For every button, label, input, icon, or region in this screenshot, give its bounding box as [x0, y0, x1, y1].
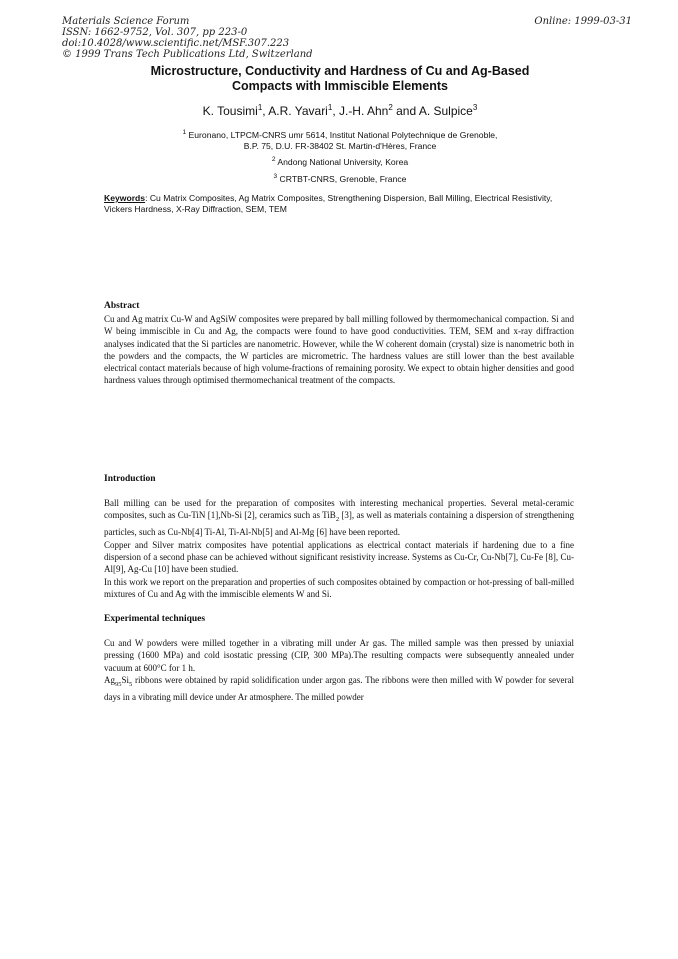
author-name: , J.-H. Ahn: [332, 104, 389, 118]
affiliation-1: [80, 127, 600, 152]
title-line-1: Microstructure, Conductivity and Hardness of Cu and Ag-Based: [150, 64, 530, 78]
title-line-2: Compacts with Immiscible Elements: [231, 79, 449, 93]
intro-paragraph-3: In this work we report on the preparation and properties of such composites obtained by compaction or hot-pressing of ball-milled mixtures of Cu and Ag with the immiscible elements W and Si.: [104, 576, 574, 599]
affiliation-3: [80, 171, 600, 185]
author-name: and A. Sulpice: [392, 104, 473, 118]
author-name: , A.R. Yavari: [262, 104, 328, 118]
introduction-body: [104, 497, 574, 600]
affil-mark: 1: [182, 129, 187, 136]
intro-paragraph-1: Ball milling can be used for the preparation of composites with interesting mechanical properties. Several metal-ceramic composites, such as Cu-TiN [1],Nb-Si [2], ceramics such as TiB$_2$ [3], as well as materials containing a dispersion of strengthening particles, such as Cu-Nb[4] Ti-Al, Ti-Al-Nb[5] and Al-Mg [6] have been reported.: [104, 498, 574, 538]
abstract-text: Cu and Ag matrix Cu-W and AgSiW composites were prepared by ball milling followed by thermomechanical compaction. Si and W being immiscible in Cu and Ag, the compacts were found to have good conductivities. TEM, SEM and x-ray diffraction analyses indicated that the Si particles are nanometric. However, while the W coherent domain (crystal) size is nanometric both in the powders and the compacts, the W particles are micrometric. The hardness values are still lower than the best available electrical contact materials because of high volume-fractions of remaining porosity. We expect to obtain higher densities and good hardness values through optimised thermomechanical treatment of the compacts.: [104, 314, 574, 386]
affil-text: Andong National University, Korea: [275, 156, 409, 167]
abstract-body: [104, 313, 574, 387]
journal-header: [62, 16, 313, 60]
paper-title: [80, 64, 600, 94]
experimental-body: [104, 637, 574, 703]
keywords: [104, 193, 574, 215]
author-affil-mark: 3: [472, 103, 478, 112]
affil-text: CRTBT-CNRS, Grenoble, France: [277, 173, 407, 184]
author-affil-mark: 1: [257, 103, 263, 112]
author-affil-mark: 2: [388, 103, 393, 112]
author-affil-mark: 1: [327, 103, 333, 112]
introduction-heading: Introduction: [104, 474, 156, 484]
doi: doi:10.4028/www.scientific.net/MSF.307.223: [62, 38, 290, 49]
keywords-text: : Cu Matrix Composites, Ag Matrix Composites, Strengthening Dispersion, Ball Milling, Electrical Resistivity, Vickers Hardness, X-Ray Diffraction, SEM, TEM: [104, 193, 553, 214]
exp-paragraph-2: $Ag_{95}Si_5$ ribbons were obtained by rapid solidification under argon gas. The ribbons were then milled with W powder for several days in a vibrating mill device under Ar atmosphere. The milled powder: [104, 674, 574, 702]
affil-text: Euronano, LTPCM-CNRS umr 5614, Institut National Polytechnique de Grenoble,: [186, 129, 498, 140]
experimental-heading: Experimental techniques: [104, 614, 206, 624]
affil-mark: 3: [273, 173, 278, 180]
online-date: Online: 1999-03-31: [534, 16, 632, 27]
abstract-heading: Abstract: [104, 301, 140, 311]
affil-mark: 2: [271, 156, 276, 163]
issn: ISSN: 1662-9752, Vol. 307, pp 223-0: [62, 27, 248, 38]
affil-text: B.P. 75, D.U. FR-38402 St. Martin-d'Hères, France: [243, 140, 437, 151]
author-list: [80, 103, 600, 118]
intro-paragraph-2: Copper and Silver matrix composites have potential applications as electrical contact materials if hardening due to a fine dispersion of a second phase can be achieved without significant resistivity increase. Systems as Cu-Cr, Cu-Nb[7], Cu-Fe [8], Cu-Al[9], Ag-Cu [10] have been studied.: [104, 539, 574, 575]
copyright: © 1999 Trans Tech Publications Ltd, Switzerland: [62, 49, 313, 60]
keywords-label: Keywords: [104, 193, 146, 203]
affiliation-2: [80, 154, 600, 168]
author-name: K. Tousimi: [202, 104, 258, 118]
exp-paragraph-1: Cu and W powders were milled together in a vibrating mill under Ar gas. The milled sample was then pressed by uniaxial pressing (1600 MPa) and cold isostatic pressing (CIP, 300 MPa).The resulting compacts were subsequently annealed under vacuum at 600°C for 1 h.: [104, 638, 574, 673]
journal-name: Materials Science Forum: [62, 16, 190, 27]
